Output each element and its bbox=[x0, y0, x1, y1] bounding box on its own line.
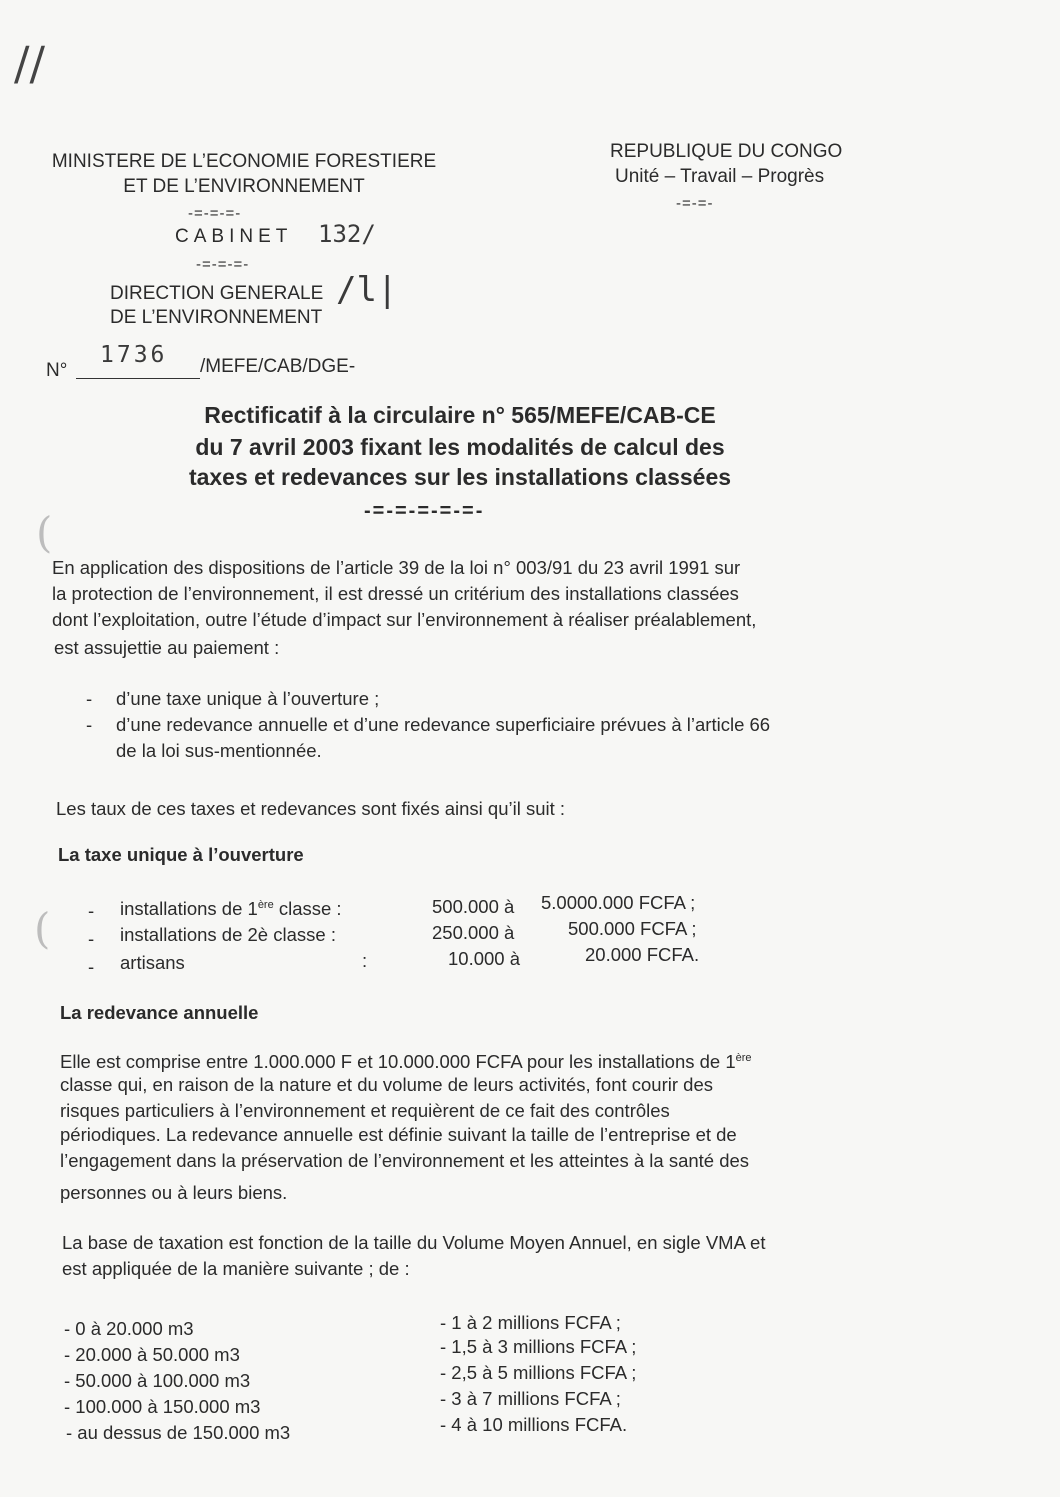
reference-suffix: /MEFE/CAB/DGE- bbox=[200, 356, 356, 377]
rates-intro: Les taux de ces taxes et redevances sont fixés ainsi qu’il suit : bbox=[56, 798, 566, 819]
redevance-line: risques particuliers à l’environnement et requièrent de ce fait des contrôles bbox=[60, 1100, 670, 1121]
separator: -=-=- bbox=[676, 195, 714, 212]
ministry-name-line1: MINISTERE DE L’ECONOMIE FORESTIERE bbox=[51, 151, 437, 172]
taxation-base-line: est appliquée de la manière suivante ; de : bbox=[62, 1258, 410, 1279]
list-item: d’une redevance annuelle et d’une redevance superficiaire prévues à l’article 66 bbox=[116, 714, 771, 735]
country-motto: Unité – Travail – Progrès bbox=[615, 166, 825, 187]
intro-line: dont l’exploitation, outre l’étude d’impact sur l’environnement à réaliser préalablement, bbox=[52, 609, 757, 630]
vma-range: - 20.000 à 50.000 m3 bbox=[64, 1344, 240, 1365]
handwritten-mark: /l| bbox=[336, 270, 398, 310]
redevance-line: classe qui, en raison de la nature et du volume de leurs activités, font courir des bbox=[60, 1074, 713, 1095]
section-heading: La taxe unique à l’ouverture bbox=[58, 844, 304, 865]
vma-amount: - 2,5 à 5 millions FCFA ; bbox=[440, 1362, 637, 1383]
vma-range: - au dessus de 150.000 m3 bbox=[66, 1422, 291, 1443]
taxation-base-line: La base de taxation est fonction de la taille du Volume Moyen Annuel, en sigle VMA et bbox=[62, 1232, 766, 1253]
reference-underline bbox=[76, 378, 200, 379]
separator: -=-=-=- bbox=[196, 256, 250, 273]
list-item: d’une taxe unique à l’ouverture ; bbox=[116, 688, 380, 709]
reference-prefix: N° bbox=[46, 360, 68, 381]
vma-amount: - 3 à 7 millions FCFA ; bbox=[440, 1388, 621, 1409]
country-name: REPUBLIQUE DU CONGO bbox=[610, 141, 843, 162]
document-title-line3: taxes et redevances sur les installations classées bbox=[188, 464, 732, 490]
list-bullet: - bbox=[86, 714, 93, 735]
vma-amount: - 1,5 à 3 millions FCFA ; bbox=[440, 1336, 637, 1357]
vma-range: - 100.000 à 150.000 m3 bbox=[64, 1396, 261, 1417]
vma-range: - 0 à 20.000 m3 bbox=[64, 1318, 194, 1339]
vma-amount: - 4 à 10 millions FCFA. bbox=[440, 1414, 628, 1435]
section-heading: La redevance annuelle bbox=[60, 1002, 259, 1023]
tax-row-to: 500.000 FCFA ; bbox=[568, 918, 697, 939]
ministry-name-line2: ET DE L’ENVIRONNEMENT bbox=[123, 176, 365, 197]
tax-row-label: installations de 2è classe : bbox=[120, 924, 336, 945]
direction-line1: DIRECTION GENERALE bbox=[110, 283, 324, 304]
corner-mark: // bbox=[14, 36, 45, 90]
vma-range: - 50.000 à 100.000 m3 bbox=[64, 1370, 251, 1391]
redevance-line: personnes ou à leurs biens. bbox=[60, 1182, 288, 1203]
list-bullet: - bbox=[86, 688, 93, 709]
reference-number: 1736 bbox=[100, 342, 168, 368]
redevance-line: l’engagement dans la préservation de l’environnement et les atteintes à la santé des bbox=[60, 1150, 750, 1171]
tax-row-label: installations de 1ère classe : bbox=[120, 898, 342, 919]
tax-row-colon: : bbox=[362, 950, 368, 971]
scan-artifact: ( bbox=[36, 508, 53, 557]
title-separator: -=-=-=-=-=- bbox=[364, 500, 485, 522]
redevance-line: périodiques. La redevance annuelle est définie suivant la taille de l’entreprise et de bbox=[60, 1124, 737, 1145]
intro-line: En application des dispositions de l’article 39 de la loi n° 003/91 du 23 avril 1991 sur bbox=[52, 557, 741, 578]
vma-amount: - 1 à 2 millions FCFA ; bbox=[440, 1312, 621, 1333]
list-bullet: - bbox=[88, 928, 95, 949]
scan-artifact: ( bbox=[34, 904, 51, 953]
tax-row-label: artisans bbox=[120, 952, 185, 973]
direction-line2: DE L’ENVIRONNEMENT bbox=[110, 307, 323, 328]
list-item-continuation: de la loi sus-mentionnée. bbox=[116, 740, 322, 761]
intro-line: est assujettie au paiement : bbox=[54, 637, 280, 658]
tax-row-from: 500.000 à bbox=[432, 896, 515, 917]
document-title-line1: Rectificatif à la circulaire n° 565/MEFE/CAB-CE bbox=[204, 402, 716, 428]
list-bullet: - bbox=[88, 956, 95, 977]
handwritten-note: 132/ bbox=[318, 220, 376, 248]
redevance-line: Elle est comprise entre 1.000.000 F et 10.000.000 FCFA pour les installations de 1ère bbox=[60, 1051, 752, 1073]
tax-row-from: 250.000 à bbox=[432, 922, 515, 943]
list-bullet: - bbox=[88, 900, 95, 921]
cabinet-label: CABINET bbox=[175, 226, 293, 247]
tax-row-from: 10.000 à bbox=[448, 948, 521, 969]
tax-row-to: 20.000 FCFA. bbox=[585, 944, 700, 965]
separator: -=-=-=- bbox=[188, 205, 242, 222]
tax-row-to: 5.0000.000 FCFA ; bbox=[541, 892, 696, 913]
document-title-line2: du 7 avril 2003 fixant les modalités de calcul des bbox=[195, 434, 725, 460]
intro-line: la protection de l’environnement, il est dressé un critérium des installations classées bbox=[52, 583, 739, 604]
